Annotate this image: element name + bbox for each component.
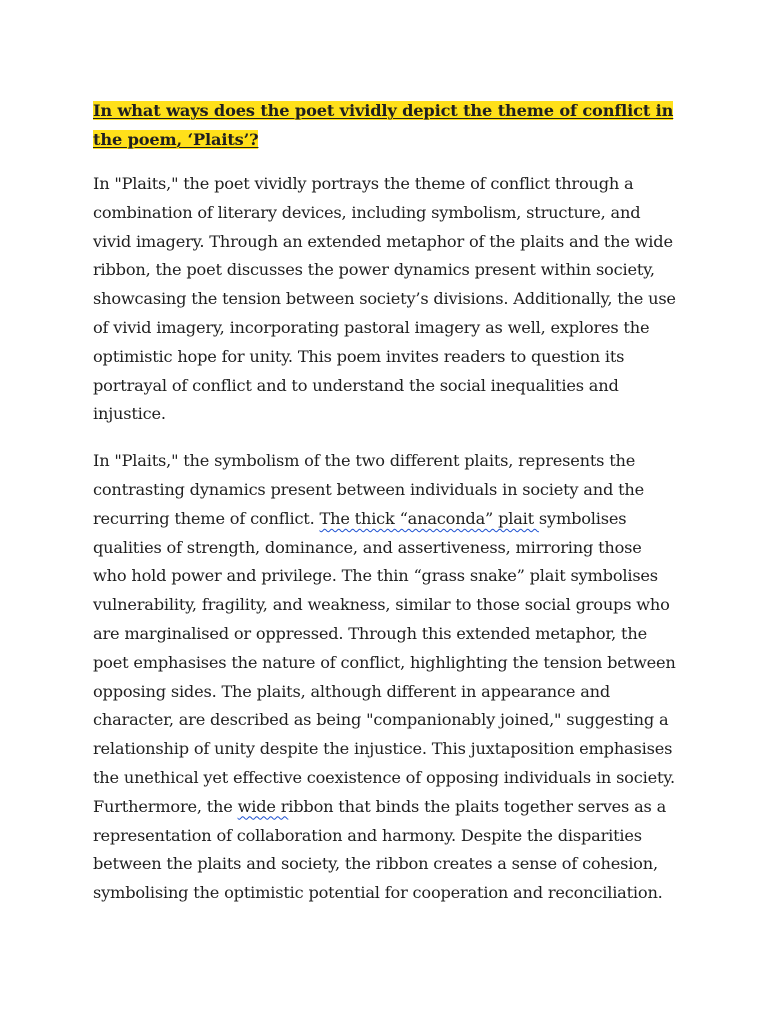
paragraph-text-segment: symbolises qualities of strength, dominance, and assertiveness, mirroring those who hold power and privilege. The thin “grass snake” plait symbolises vulnerability, fragility, and weakness, similar to those social groups who are marginalised or oppressed. Through this extended metaphor, the poet emphasises the nature of conflict, highlighting the tension between opposing sides. The plaits, although different in appearance and character, are described as being "companionably joined," suggesting a relationship of unity despite the injustice. This juxtaposition emphasises the unethical yet effective coexistence of opposing individuals in society. Furthermore, the (93, 508, 676, 816)
paragraph-introduction[interactable]: In "Plaits," the poet vividly portrays the theme of conflict through a combination of literary devices, including symbolism, structure, and vivid imagery. Through an extended metaphor of the plaits and the wide ribbon, the poet discusses the power dynamics present within society, showcasing the tension between society’s divisions. Additionally, the use of vivid imagery, incorporating pastoral imagery as well, explores the optimistic hope for unity. This poem invites readers to question its portrayal of conflict and to understand the social inequalities and injustice. (93, 174, 676, 424)
paragraph-text-segment: ibbon that binds the plaits together serves as a representation of collaboration and harmony. Despite the disparities between the plaits and society, the ribbon creates a sense of cohesion, symbolising the optimistic potential for cooperation and reconciliation. (93, 796, 667, 903)
document-body (93, 96, 679, 908)
grammar-flag-underline[interactable]: The thick “anaconda” plait (319, 508, 539, 528)
essay-question (93, 96, 679, 154)
highlighted-question-text: In what ways does the poet vividly depict the theme of conflict in the poem, ‘Plaits’? (93, 101, 674, 149)
grammar-flag-underline[interactable]: wide r (237, 796, 289, 816)
paragraph-text-segment: In "Plaits," the symbolism of the two different plaits, represents the contrasting dynamics present between individuals in society and the recurring theme of conflict. (93, 451, 645, 528)
paragraph-symbolism[interactable] (93, 447, 679, 908)
